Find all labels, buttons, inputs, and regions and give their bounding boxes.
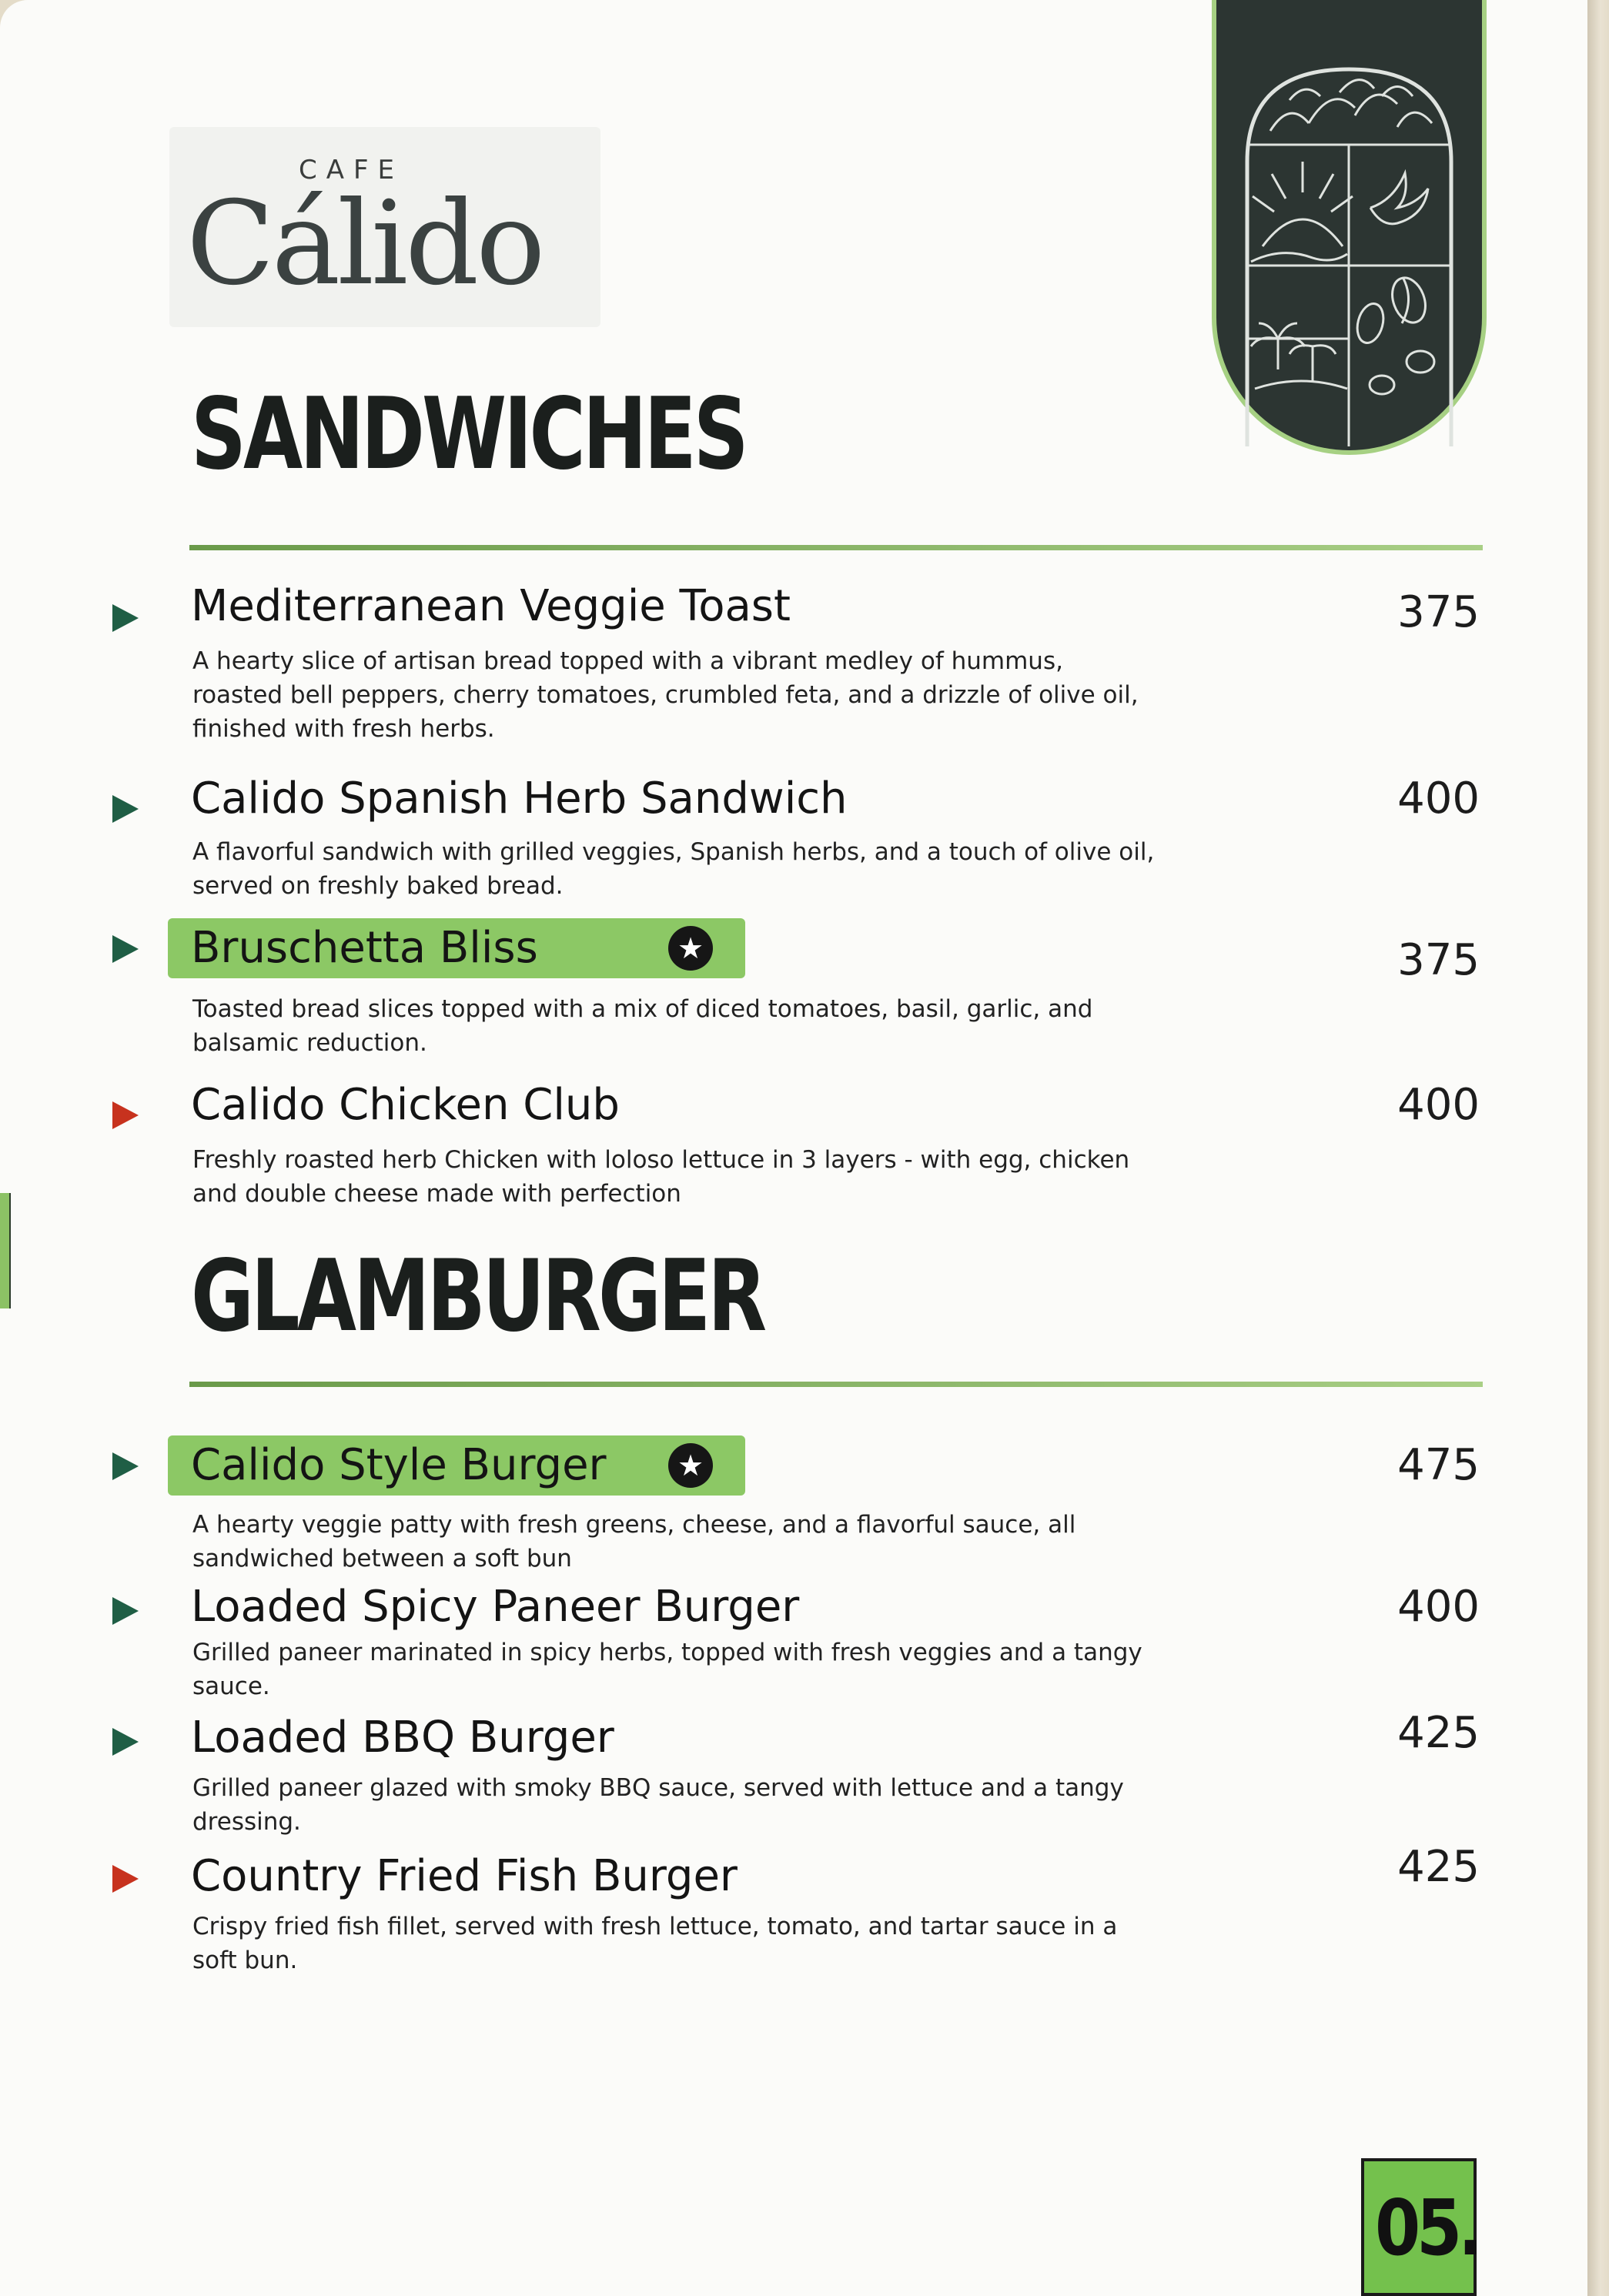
item-description: Crispy fried fish fillet, served with fresh lettuce, tomato, and tartar sauce in a soft bun. — [192, 1913, 1118, 1974]
item-name: Calido Style Burger — [191, 1440, 607, 1490]
item-price: 425 — [1397, 1842, 1480, 1892]
item-description: Grilled paneer glazed with smoky BBQ sauce, served with lettuce and a tangy dressing. — [192, 1774, 1124, 1836]
item-price: 400 — [1397, 1080, 1480, 1130]
cafe-logo — [169, 127, 600, 327]
item-price: 425 — [1397, 1708, 1480, 1758]
item-name: Country Fried Fish Burger — [191, 1851, 738, 1901]
item-name: Calido Spanish Herb Sandwich — [191, 774, 848, 824]
page-number-badge — [1361, 2158, 1480, 2296]
item-price: 400 — [1397, 1582, 1480, 1632]
item-price: 375 — [1397, 935, 1480, 985]
item-name: Bruschetta Bliss — [191, 923, 538, 973]
item-name: Calido Chicken Club — [191, 1080, 620, 1130]
veg-marker-icon — [112, 604, 139, 632]
veg-marker-icon — [112, 1597, 139, 1625]
item-name: Loaded Spicy Paneer Burger — [191, 1582, 800, 1632]
item-description: Toasted bread slices topped with a mix of diced tomatoes, basil, garlic, and balsamic reduction. — [192, 995, 1093, 1057]
page-edge-tab — [0, 1193, 11, 1308]
page-number: 05. — [1375, 2183, 1480, 2273]
nonveg-marker-icon — [112, 1865, 139, 1893]
star-icon: ★ — [668, 926, 713, 971]
section-title-sandwiches: SANDWICHES — [191, 377, 746, 492]
veg-marker-icon — [112, 935, 139, 963]
section-title-glamburger: GLAMBURGER — [191, 1239, 764, 1354]
item-description: A flavorful sandwich with grilled veggies, Spanish herbs, and a touch of olive oil, served on freshly baked bread. — [192, 838, 1155, 900]
item-description: A hearty veggie patty with fresh greens, cheese, and a flavorful sauce, all sandwiched between a soft bun — [192, 1511, 1076, 1572]
item-price: 400 — [1397, 774, 1480, 824]
veg-marker-icon — [112, 795, 139, 823]
item-name: Mediterranean Veggie Toast — [191, 581, 791, 631]
section-divider — [189, 1382, 1483, 1387]
section-divider — [189, 545, 1483, 550]
item-price: 375 — [1397, 587, 1480, 637]
logo-cafe-name: Cálido — [186, 177, 543, 311]
item-price: 475 — [1397, 1440, 1480, 1490]
page-edge-shadow — [1587, 0, 1609, 2296]
item-description: Grilled paneer marinated in spicy herbs, topped with fresh veggies and a tangy sauce. — [192, 1639, 1142, 1700]
nonveg-marker-icon — [112, 1101, 139, 1129]
item-name: Loaded BBQ Burger — [191, 1713, 614, 1763]
item-description: A hearty slice of artisan bread topped with a vibrant medley of hummus, roasted bell peppers, cherry tomatoes, crumbled feta, and a drizzle of olive oil, finished with fresh herbs. — [192, 647, 1139, 743]
veg-marker-icon — [112, 1728, 139, 1756]
emblem-illustration — [1216, 0, 1482, 450]
logo-cafe-label: CAFE — [299, 155, 404, 185]
item-description: Freshly roasted herb Chicken with loloso lettuce in 3 layers - with egg, chicken and double cheese made with perfection — [192, 1146, 1130, 1208]
veg-marker-icon — [112, 1452, 139, 1480]
star-icon: ★ — [668, 1443, 713, 1488]
